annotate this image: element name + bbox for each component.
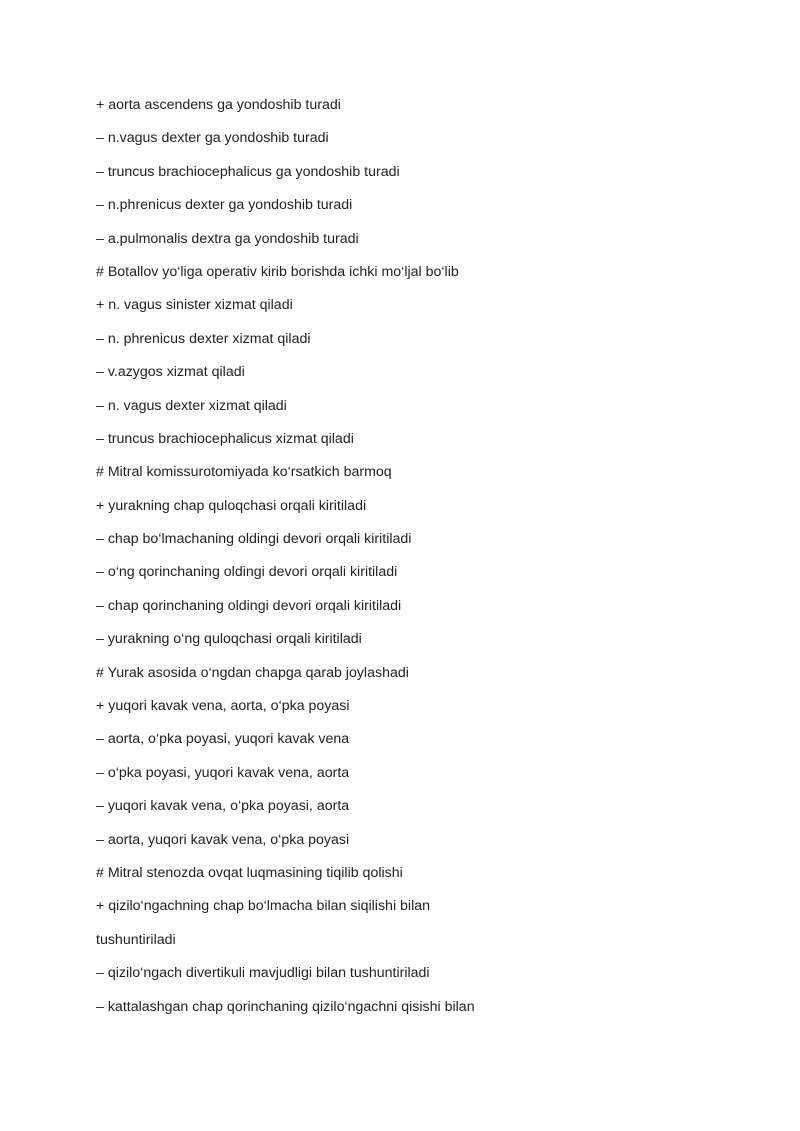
text-line: – aorta, yuqori kavak vena, o‘pka poyasi <box>96 831 350 848</box>
text-line: – kattalashgan chap qorinchaning qizilo‘ngachni qisishi bilan <box>96 998 475 1015</box>
text-line: – o‘ng qorinchaning oldingi devori orqali kiritiladi <box>96 564 398 581</box>
question-line: # Mitral stenozda ovqat luqmasining tiqilib qolishi <box>96 864 403 881</box>
text-line: – truncus brachiocephalicus ga yondoshib turadi <box>96 163 400 180</box>
question-line: # Yurak asosida o‘ngdan chapga qarab joylashadi <box>96 664 409 681</box>
text-line: – chap bo‘lmachaning oldingi devori orqali kiritiladi <box>96 531 412 548</box>
text-line: + yuqori kavak vena, aorta, o‘pka poyasi <box>96 698 350 715</box>
text-line: – qizilo‘ngach divertikuli mavjudligi bilan tushuntiriladi <box>96 965 430 982</box>
text-line: – aorta, o‘pka poyasi, yuqori kavak vena <box>96 731 350 748</box>
text-line: + aorta ascendens ga yondoshib turadi <box>96 97 341 113</box>
text-line: – n. phrenicus dexter xizmat qiladi <box>96 330 311 347</box>
text-line: – yurakning o‘ng quloqchasi orqali kiritiladi <box>96 631 362 648</box>
text-line: + qizilo‘ngachning chap bo‘lmacha bilan siqilishi bilan <box>96 898 431 915</box>
text-line: – truncus brachiocephalicus xizmat qiladi <box>96 430 354 447</box>
question-line: # Mitral komissurotomiyada ko‘rsatkich barmoq <box>96 464 392 481</box>
text-line: – n. vagus dexter xizmat qiladi <box>96 397 287 414</box>
text-line: – n.phrenicus dexter ga yondoshib turadi <box>96 197 353 214</box>
text-line: – v.azygos xizmat qiladi <box>96 364 245 381</box>
document-text <box>96 95 736 1030</box>
text-line: – chap qorinchaning oldingi devori orqali kiritiladi <box>96 597 402 614</box>
text-line: tushuntiriladi <box>96 931 176 948</box>
text-line: – yuqori kavak vena, o‘pka poyasi, aorta <box>96 798 350 815</box>
text-line: + yurakning chap quloqchasi orqali kiritiladi <box>96 497 367 514</box>
question-line: # Botallov yo‘liga operativ kirib borishda ichki mo‘ljal bo‘lib <box>96 263 459 280</box>
text-line: – n.vagus dexter ga yondoshib turadi <box>96 130 329 147</box>
text-line: + n. vagus sinister xizmat qiladi <box>96 297 293 314</box>
text-line: – o‘pka poyasi, yuqori kavak vena, aorta <box>96 764 350 781</box>
text-line: – a.pulmonalis dextra ga yondoshib turadi <box>96 230 359 247</box>
